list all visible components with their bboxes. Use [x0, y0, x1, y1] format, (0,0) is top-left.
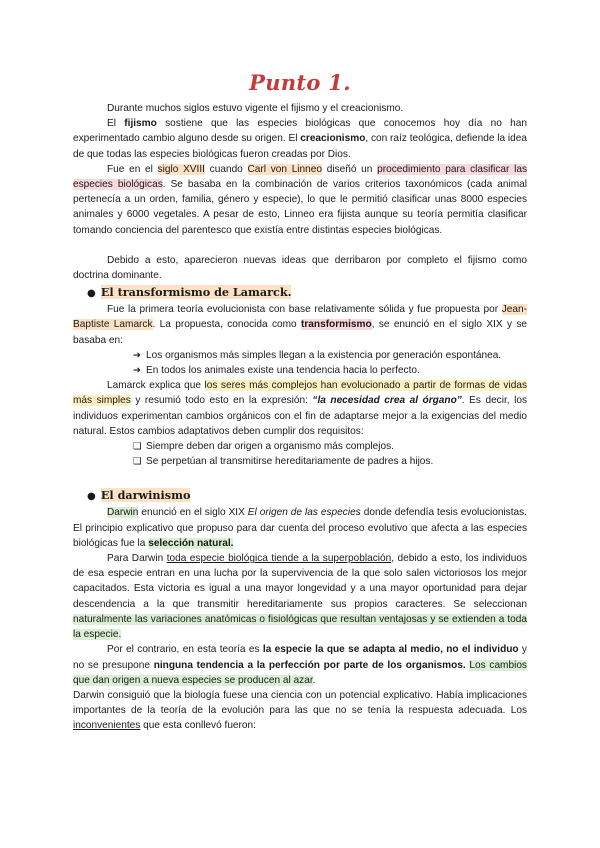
text: , debido a esto, los individuos de esa especie entran en una lucha por la supervivencia de la que solo salen victoriosos los mejor capacitados. Esta victoria es igual a una mayor longevidad y a una mayor oportunidad para dejar descendencia a la que transmitir hereditariamente sus propios caracteres. Se seleccionan [73, 553, 527, 610]
lamarck-paragraph-1 [73, 302, 527, 348]
text: , se enunció en el siglo XIX y se basaba en: [73, 319, 528, 346]
text: cuando [204, 163, 248, 175]
highlight-siglo: siglo XVIII [157, 163, 205, 175]
list-item-text: Siempre deben dar origen a organismo más complejos. [146, 441, 394, 453]
darwin-paragraph-1 [73, 505, 527, 551]
text: Fue en el [107, 163, 158, 175]
text: . Es decir, los individuos experimentan cambios orgánicos con el fin de adaptarse mejor a la exigencias del medio natural. Estos cambios adaptativos deben cumplir dos requisitos: [73, 395, 528, 437]
lamarck-points-list [73, 348, 527, 378]
list-item [133, 348, 527, 363]
text: , con raíz teológica, defiende la idea de que todas las especies biológicas fueron creadas por Dios. [73, 133, 527, 160]
text: Para Darwin [107, 553, 167, 565]
text: Lamarck explica que [107, 380, 205, 392]
bullet-icon: ● [87, 491, 96, 503]
text: y no se presupone [73, 644, 527, 671]
term-transformismo: transformismo [301, 319, 372, 331]
list-item [133, 454, 527, 469]
bullet-icon: ● [87, 288, 96, 300]
intro-paragraph-4: Debido a esto, aparecieron nuevas ideas que derribaron por completo el fijismo como doctrina dominante. [73, 254, 527, 282]
document-body [73, 101, 527, 734]
underlined-inconvenientes: inconvenientes [73, 720, 141, 732]
text: enunció en el siglo XIX [138, 507, 248, 519]
highlight-complejos: los seres más complejos han evolucionado a partir de formas de vidas más simples [73, 380, 527, 407]
checkbox-icon: ❑ [133, 441, 142, 453]
text: Por el contrario, en esta teoría es [107, 644, 263, 656]
highlight-darwin: Darwin [107, 507, 139, 519]
intro-paragraph-2 [73, 116, 527, 162]
text: y resumió todo esto en la expresión: [130, 395, 313, 407]
quote-necesidad: “la necesidad crea al órgano” [312, 395, 462, 407]
section-heading-darwin [87, 487, 527, 505]
text: . Se basaba en la combinación de varios criterios taxonómicos (cada animal pertenecía a un orden, familia, género y especie), lo que le permitió clasificar unas 8000 especies animales y 6000 vegetales. A pesar de esto, Linneo era fijista aunque su teoría permitía clasificar tomando conciencia del parentesco que existía entre distintas especies biológicas. [73, 179, 527, 236]
lamarck-paragraph-2 [73, 378, 527, 439]
highlight-linneo: Carl von Linneo [247, 163, 323, 175]
text: . La propuesta, conocida como [152, 319, 302, 331]
highlight-azar: Los cambios que dan origen a nueva especies se producen al azar [73, 659, 527, 686]
highlight-lamarck: Jean-Baptiste Lamarck [73, 304, 527, 331]
list-item [133, 363, 527, 378]
text: Darwin consiguió que la biología fuese una ciencia con un potencial explicativo. Había implicaciones importantes de la teoría de la evolución para las que no se tenía la respuesta adecuada. Los [73, 689, 527, 717]
term-creacionismo: creacionismo [300, 133, 366, 145]
highlight-variaciones: naturalmente las variaciones anatómicas o fisiológicas que resultan ventajosas y se extienden a toda la especie. [73, 613, 527, 641]
text: . [312, 674, 316, 686]
text: que esta conllevó fueron: [140, 720, 256, 732]
underlined-superpoblacion: toda especie biológica tiende a la superpoblación [166, 553, 392, 565]
heading-text: El transformismo de Lamarck. [100, 285, 292, 300]
bold-ninguna-tendencia: ninguna tendencia a la perfección por parte de los organismos. [153, 659, 466, 671]
darwin-paragraph-2 [73, 551, 527, 642]
list-item-text: Los organismos más simples llegan a la existencia por generación espontánea. [146, 349, 502, 361]
list-item-text: En todos los animales existe una tendencia hacia lo perfecto. [146, 365, 420, 377]
book-title: El origen de las especies [247, 507, 361, 519]
spacer [73, 238, 527, 253]
text: donde defendía tesis evolucionistas. El principio explicativo que propuso para dar cuenta del proceso evolutivo que afecta a las especies biológicas fue la [73, 507, 527, 549]
text: diseñó un [322, 163, 378, 175]
list-item [133, 439, 527, 454]
text: sostiene que las especies biológicas que conocemos hoy día no han experimentado cambio alguno desde su origen. El [73, 118, 528, 145]
list-item-text: Se perpetúan al transmitirse hereditariamente de padres a hijos. [146, 456, 434, 468]
intro-paragraph-1: Durante muchos siglos estuvo vigente el fijismo y el creacionismo. [107, 103, 404, 114]
intro-paragraph-3 [73, 162, 527, 238]
page-title: Punto 1. [249, 70, 351, 95]
darwin-paragraph-3 [73, 642, 527, 688]
term-fijismo: fijismo [124, 118, 157, 130]
arrow-right-icon: ➔ [133, 349, 141, 361]
term-seleccion-natural: selección natural. [148, 537, 234, 549]
lamarck-requisites-list [73, 439, 527, 469]
text: El [107, 118, 125, 130]
heading-text: El darwinismo [100, 488, 191, 503]
section-heading-lamarck [87, 284, 527, 302]
checkbox-icon: ❑ [133, 456, 142, 468]
highlight-procedimiento: procedimiento para clasificar las especies biológicas [73, 163, 527, 191]
bold-especie-adapta: la especie la que se adapta al medio, no el individuo [262, 644, 519, 656]
spacer [73, 469, 527, 486]
arrow-right-icon: ➔ [133, 365, 141, 377]
text: Fue la primera teoría evolucionista con base relativamente sólida y fue propuesta por [107, 304, 502, 316]
darwin-paragraph-4 [73, 688, 527, 734]
